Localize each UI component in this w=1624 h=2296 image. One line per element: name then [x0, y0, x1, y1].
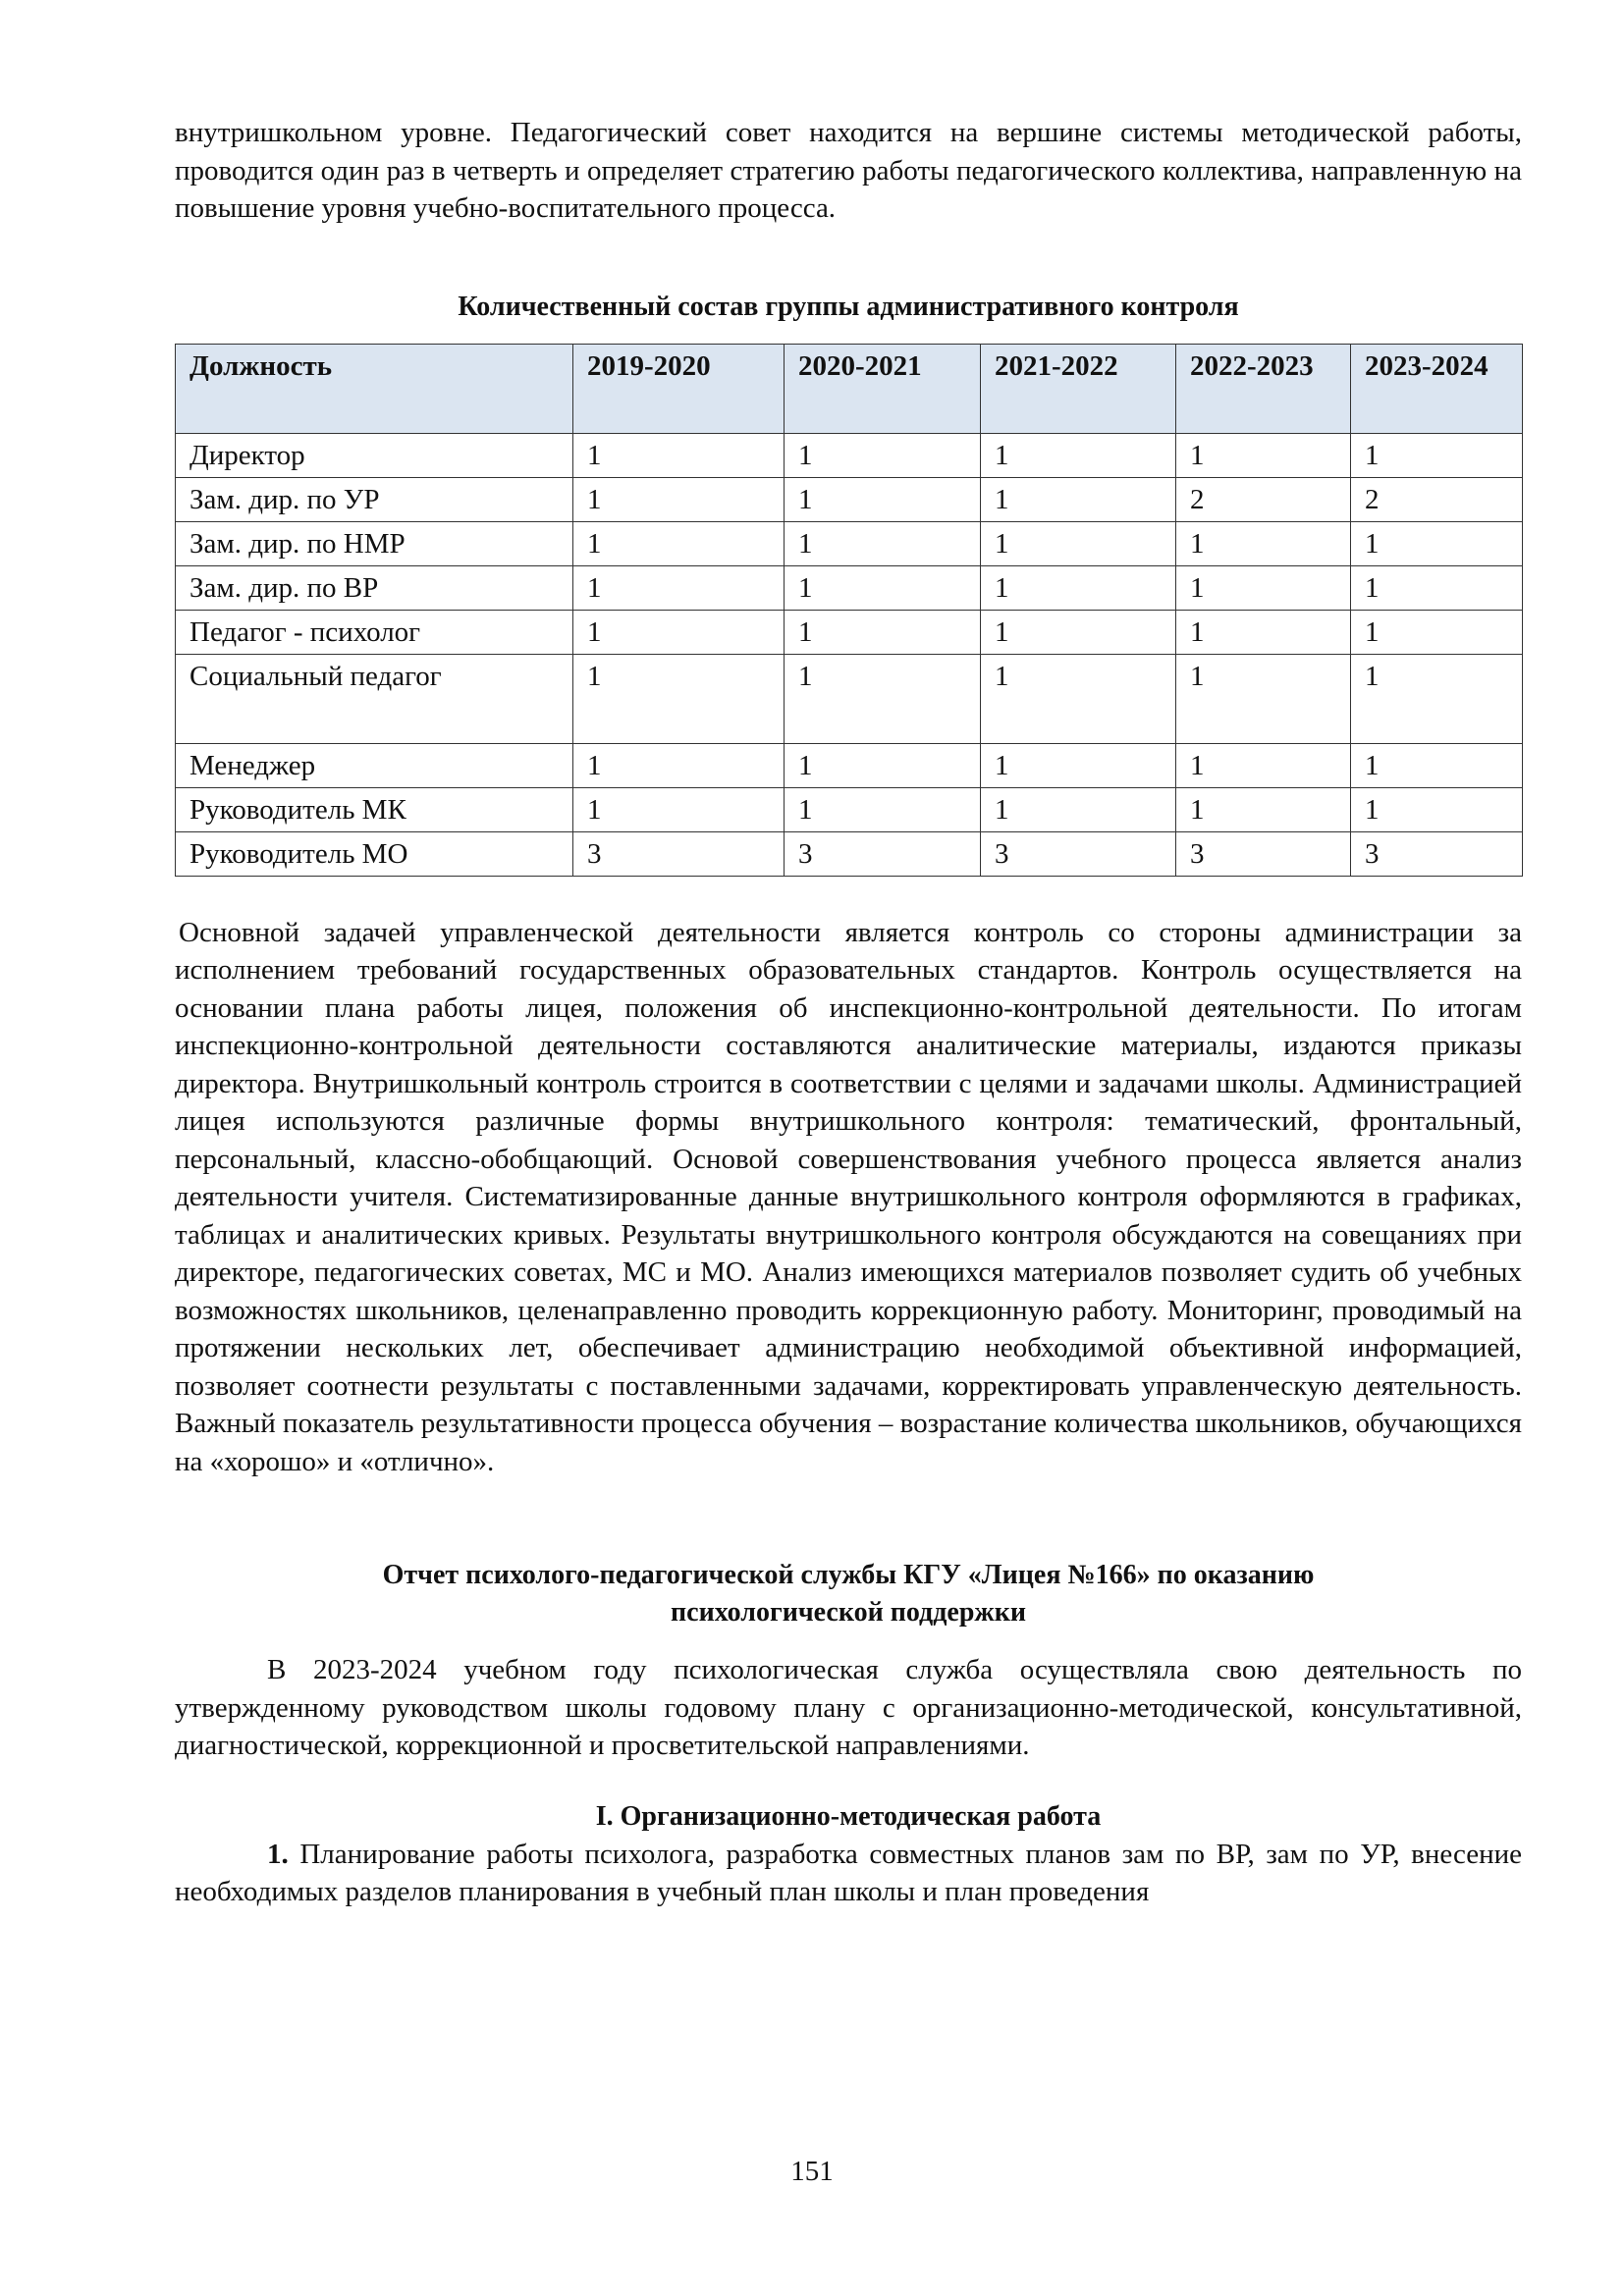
value-cell: 1: [785, 521, 981, 565]
table-row: [176, 610, 1523, 654]
value-cell: 1: [785, 610, 981, 654]
value-cell: 1: [1351, 610, 1523, 654]
value-cell: 1: [785, 565, 981, 610]
item-number: 1.: [267, 1838, 289, 1870]
value-cell: 1: [573, 787, 785, 831]
value-cell: 1: [981, 477, 1176, 521]
value-cell: 1: [981, 521, 1176, 565]
value-cell: 1: [981, 654, 1176, 743]
document-page: [175, 114, 1522, 1911]
position-cell: Зам. дир. по УР: [176, 477, 573, 521]
admin-control-table: [175, 344, 1523, 877]
table-title: Количественный состав группы административного контроля: [458, 291, 1239, 322]
table-row: [176, 743, 1523, 787]
value-cell: 1: [1351, 433, 1523, 477]
control-paragraph: Основной задачей управленческой деятельности является контроль со стороны администрации за исполнением требований государственных образовательных стандартов. Контроль осуществляется на основании плана работы лицея, положения об инспекционно-контрольной деятельности. По итогам инспекционно-контрольной деятельности составляются аналитические материалы, издаются приказы директора. Внутришкольный контроль строится в соответствии с целями и задачами школы. Администрацией лицея используются различные формы внутришкольного контроля: тематический, фронтальный, персональный, классно-обобщающий. Основой совершенствования учебного процесса является анализ деятельности учителя. Систематизированные данные внутришкольного контроля оформляются в графиках, таблицах и аналитических кривых. Результаты внутришкольного контроля обсуждаются на совещаниях при директоре, педагогических советах, МС и МО. Анализ имеющихся материалов позволяет судить об учебных возможностях школьников, целенаправленно проводить коррекционную работу. Мониторинг, проводимый на протяжении нескольких лет, обеспечивает администрацию необходимой объективной информацией, позволяет соотнести результаты с поставленными задачами, корректировать управленческую деятельность. Важный показатель результативности процесса обучения – возрастание количества школьников, обучающихся на «хорошо» и «отлично».: [175, 916, 1522, 1477]
intro-paragraph: внутришкольном уровне. Педагогический совет находится на вершине системы методической работы, проводится один раз в четверть и определяет стратегию работы педагогического коллектива, направленную на повышение уровня учебно-воспитательного процесса.: [175, 117, 1522, 224]
value-cell: 1: [785, 743, 981, 787]
table-row: [176, 521, 1523, 565]
column-header: Должность: [176, 344, 573, 433]
position-cell: Зам. дир. по НМР: [176, 521, 573, 565]
value-cell: 1: [981, 743, 1176, 787]
value-cell: 1: [785, 477, 981, 521]
value-cell: 1: [1176, 610, 1351, 654]
page-number: 151: [790, 2156, 834, 2187]
value-cell: 1: [1351, 743, 1523, 787]
value-cell: 1: [785, 787, 981, 831]
value-cell: 2: [1351, 477, 1523, 521]
position-cell: Директор: [176, 433, 573, 477]
position-cell: Зам. дир. по ВР: [176, 565, 573, 610]
report-paragraph: В 2023-2024 учебном году психологическая служба осуществляла свою деятельность по утвержденному руководством школы годовому плану с организационно-методической, консультативной, диагностической, коррекционной и просветительской направлениями.: [175, 1654, 1522, 1761]
value-cell: 1: [981, 787, 1176, 831]
value-cell: 1: [573, 477, 785, 521]
value-cell: 3: [1351, 831, 1523, 876]
value-cell: 1: [573, 610, 785, 654]
value-cell: 1: [573, 521, 785, 565]
value-cell: 1: [785, 654, 981, 743]
table-row: [176, 654, 1523, 743]
column-header: 2019-2020: [573, 344, 785, 433]
value-cell: 1: [1351, 787, 1523, 831]
table-row: [176, 433, 1523, 477]
column-header: 2022-2023: [1176, 344, 1351, 433]
value-cell: 3: [785, 831, 981, 876]
column-header: 2023-2024: [1351, 344, 1523, 433]
table-row: [176, 477, 1523, 521]
value-cell: 3: [1176, 831, 1351, 876]
report-title-line2: психологической поддержки: [671, 1597, 1026, 1628]
subsection-title: I. Организационно-методическая работа: [595, 1800, 1102, 1832]
value-cell: 1: [1176, 521, 1351, 565]
value-cell: 1: [573, 654, 785, 743]
value-cell: 1: [785, 433, 981, 477]
position-cell: Менеджер: [176, 743, 573, 787]
column-header: 2021-2022: [981, 344, 1176, 433]
item-text: Планирование работы психолога, разработка совместных планов зам по ВР, зам по УР, внесение необходимых разделов планирования в учебный план школы и план проведения: [175, 1838, 1522, 1907]
table-header-row: [176, 344, 1523, 433]
value-cell: 1: [981, 565, 1176, 610]
value-cell: 1: [981, 610, 1176, 654]
value-cell: 2: [1176, 477, 1351, 521]
value-cell: 1: [981, 433, 1176, 477]
column-header: 2020-2021: [785, 344, 981, 433]
value-cell: 1: [1176, 654, 1351, 743]
report-title-line1: Отчет психолого-педагогической службы КГУ «Лицея №166» по оказанию: [382, 1560, 1315, 1590]
value-cell: 1: [1351, 654, 1523, 743]
position-cell: Руководитель МК: [176, 787, 573, 831]
position-cell: Социальный педагог: [176, 654, 573, 743]
value-cell: 1: [1176, 433, 1351, 477]
position-cell: Руководитель МО: [176, 831, 573, 876]
value-cell: 1: [1176, 565, 1351, 610]
value-cell: 3: [573, 831, 785, 876]
table-row: [176, 831, 1523, 876]
position-cell: Педагог - психолог: [176, 610, 573, 654]
value-cell: 1: [1176, 787, 1351, 831]
value-cell: 3: [981, 831, 1176, 876]
value-cell: 1: [573, 433, 785, 477]
table-row: [176, 787, 1523, 831]
subsection-item: [175, 1836, 1522, 1911]
table-row: [176, 565, 1523, 610]
value-cell: 1: [1176, 743, 1351, 787]
value-cell: 1: [573, 743, 785, 787]
value-cell: 1: [573, 565, 785, 610]
value-cell: 1: [1351, 565, 1523, 610]
value-cell: 1: [1351, 521, 1523, 565]
